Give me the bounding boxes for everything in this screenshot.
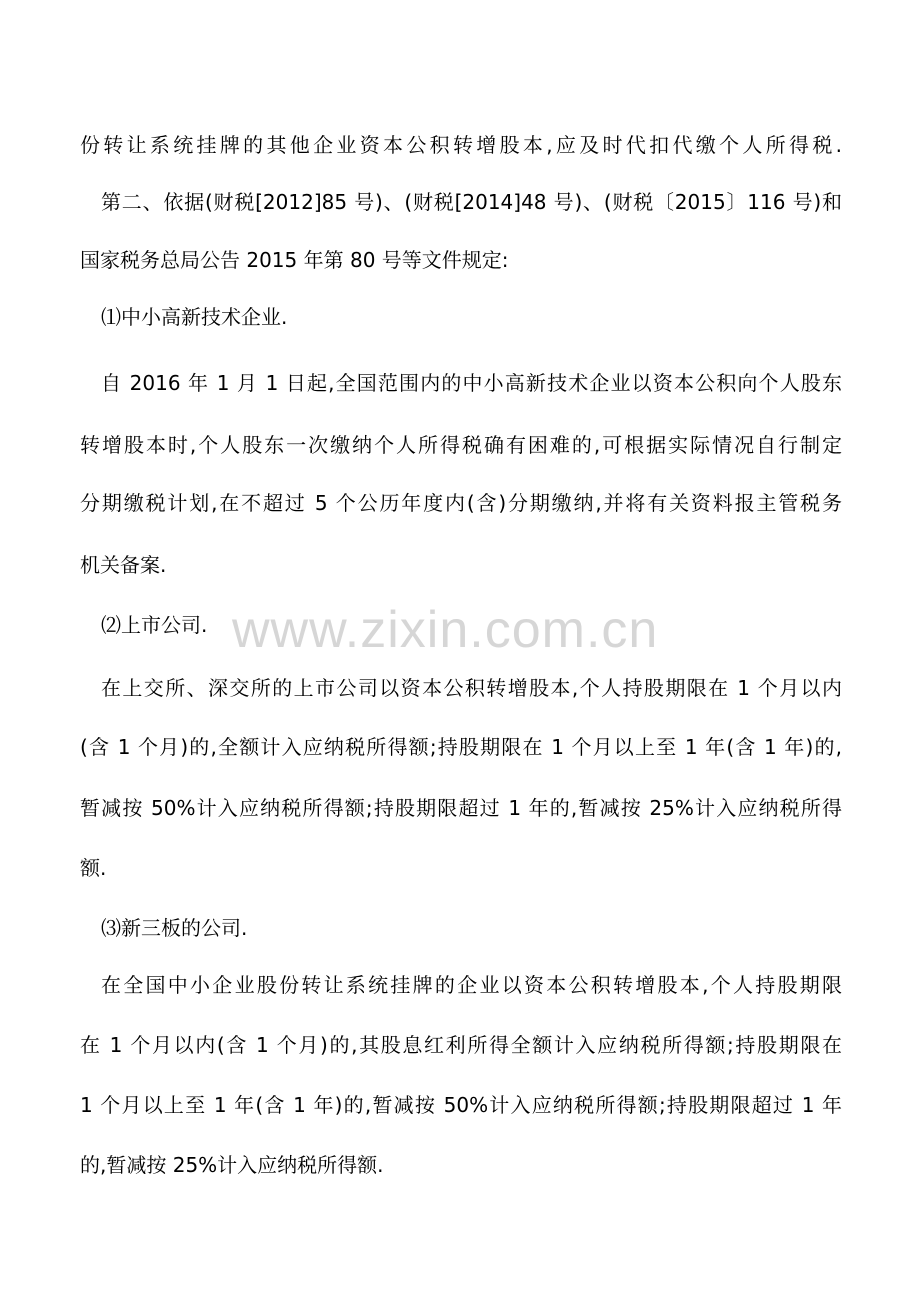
- paragraph-line: (含 1 个月)的,全额计入应纳税所得额;持股期限在 1 个月以上至 1 年(含 1 年)的,: [80, 735, 842, 759]
- paragraph-line: 额.: [80, 856, 107, 880]
- paragraph-line: 分期缴税计划,在不超过 5 个公历年度内(含)分期缴纳,并将有关资料报主管税务: [80, 491, 842, 515]
- section-heading: ⑵上市公司.: [101, 613, 208, 637]
- paragraph-line: 在全国中小企业股份转让系统挂牌的企业以资本公积转增股本,个人持股期限: [101, 973, 842, 997]
- paragraph-line: 自 2016 年 1 月 1 日起,全国范围内的中小高新技术企业以资本公积向个人股东: [101, 371, 842, 395]
- paragraph-line: 1 个月以上至 1 年(含 1 年)的,暂减按 50%计入应纳税所得额;持股期限超过 1 年: [80, 1093, 842, 1117]
- watermark: www.zixin.com.cn: [232, 601, 659, 659]
- section-heading: ⑶新三板的公司.: [101, 916, 248, 940]
- paragraph-line: 国家税务总局公告 2015 年第 80 号等文件规定:: [80, 248, 509, 272]
- paragraph-line: 在 1 个月以内(含 1 个月)的,其股息红利所得全额计入应纳税所得额;持股期限在: [80, 1033, 842, 1057]
- paragraph-line: 在上交所、深交所的上市公司以资本公积转增股本,个人持股期限在 1 个月以内: [101, 676, 842, 700]
- section-heading: ⑴中小高新技术企业.: [101, 305, 288, 329]
- paragraph-line: 份转让系统挂牌的其他企业资本公积转增股本,应及时代扣代缴个人所得税.: [80, 133, 842, 157]
- paragraph-line: 第二、依据(财税[2012]85 号)、(财税[2014]48 号)、(财税〔2015〕116 号)和: [101, 190, 842, 214]
- paragraph-line: 暂减按 50%计入应纳税所得额;持股期限超过 1 年的,暂减按 25%计入应纳税所得: [80, 796, 842, 820]
- paragraph-line: 转增股本时,个人股东一次缴纳个人所得税确有困难的,可根据实际情况自行制定: [80, 433, 842, 457]
- paragraph-line: 的,暂减按 25%计入应纳税所得额.: [80, 1153, 384, 1177]
- paragraph-line: 机关备案.: [80, 553, 167, 577]
